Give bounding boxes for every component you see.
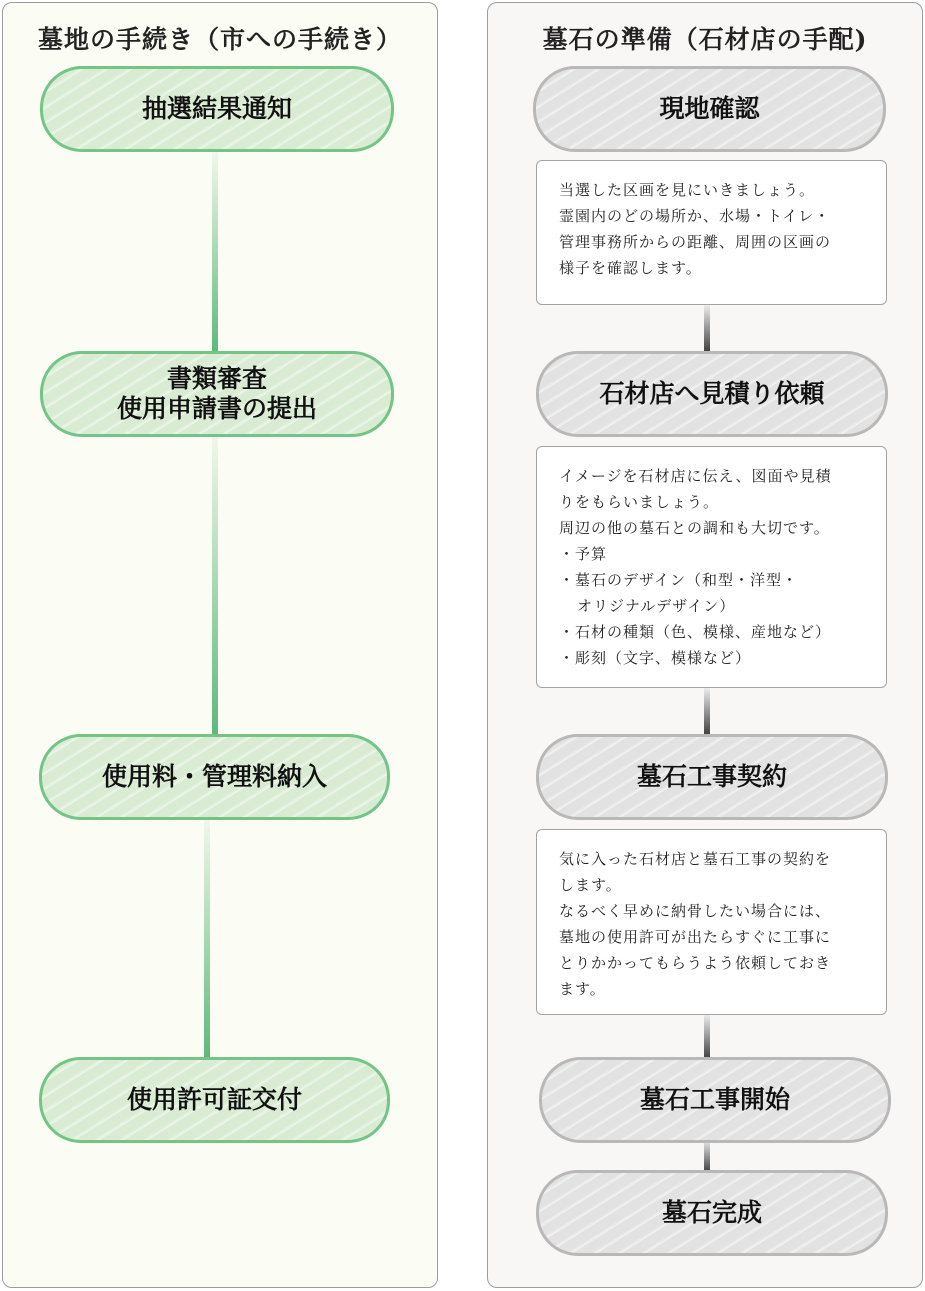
left-step-permit-issued: [39, 1057, 390, 1143]
note-line: 気に入った石材店と墓石工事の契約を: [559, 850, 832, 868]
note-line: ・石材の種類（色、模様、産地など）: [559, 623, 832, 641]
right-panel-title: 墓石の準備（石材店の手配): [542, 25, 868, 54]
note-line: イメージを石材店に伝え、図面や見積: [559, 467, 832, 485]
note-line: 霊園内のどの場所か、水場・トイレ・: [559, 207, 831, 225]
step-label: 使用許可証交付: [126, 1085, 302, 1114]
left-panel-title: 墓地の手続き（市への手続き）: [37, 25, 402, 54]
left-step-fee-payment: [39, 734, 390, 820]
note-estimate-request: [536, 446, 887, 688]
note-line: 様子を確認します。: [559, 259, 702, 277]
note-line: 管理事務所からの距離、周囲の区画の: [559, 233, 832, 251]
note-line: 当選した区画を見にいきましょう。: [559, 181, 816, 199]
note-construction-contract: [536, 829, 887, 1015]
right-connector-1: [704, 304, 710, 353]
note-line: ます。: [559, 980, 606, 998]
step-label: 墓石工事契約: [636, 762, 787, 791]
step-label: 墓石完成: [661, 1198, 762, 1227]
left-connector-1: [212, 150, 218, 355]
right-step-completion: [536, 1170, 888, 1256]
step-label: 抽選結果通知: [141, 94, 292, 123]
step-label: 現地確認: [659, 94, 760, 123]
note-line: ・墓石のデザイン（和型・洋型・: [559, 571, 798, 589]
note-line: 墓地の使用許可が出たらすぐに工事に: [559, 928, 832, 946]
step-label: 書類審査: [166, 364, 267, 393]
note-line: ・彫刻（文字、模様など）: [559, 649, 752, 667]
step-label: 使用料・管理料納入: [101, 762, 327, 791]
note-line: ・予算: [559, 545, 608, 563]
note-line: りをもらいましょう。: [559, 493, 720, 511]
note-line: オリジナルデザイン）: [577, 597, 736, 615]
right-step-estimate-request: [536, 351, 888, 437]
note-line: します。: [559, 876, 622, 894]
note-line: とりかかってもらうよう依頼しておき: [559, 954, 832, 972]
note-line: 周辺の他の墓石との調和も大切です。: [559, 519, 830, 537]
left-connector-3: [204, 817, 210, 1060]
right-step-site-visit: [533, 66, 886, 152]
right-step-construction-contract: [536, 734, 888, 820]
left-step-lottery-result: [40, 66, 394, 152]
note-site-visit: [536, 160, 887, 305]
right-connector-4: [704, 1139, 710, 1173]
left-connector-2: [212, 434, 218, 737]
left-step-document-review: [40, 351, 394, 437]
right-connector-2: [704, 687, 710, 736]
step-label-line2: 使用申請書の提出: [116, 394, 317, 423]
right-connector-3: [704, 1014, 710, 1060]
step-label: 石材店へ見積り依頼: [599, 379, 825, 408]
step-label: 墓石工事開始: [639, 1085, 790, 1114]
right-step-construction-start: [539, 1057, 891, 1143]
note-line: なるべく早めに納骨したい場合には、: [559, 902, 832, 920]
